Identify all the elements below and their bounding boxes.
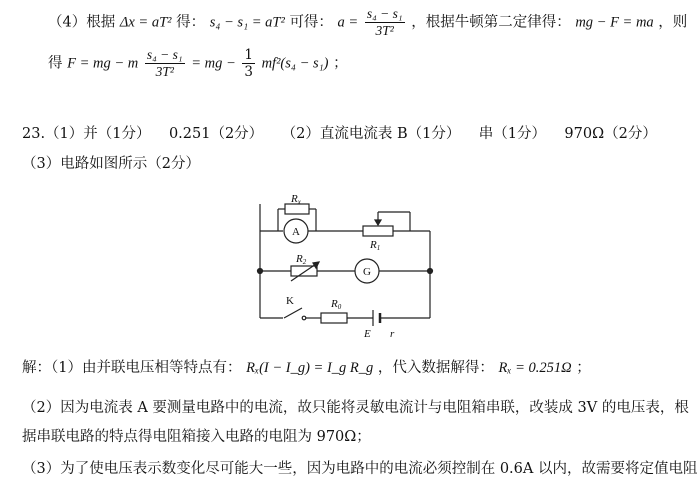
r1-slider-arrow <box>375 220 381 225</box>
label-a: A <box>292 226 300 238</box>
frac-a-den: 3T² <box>375 23 394 38</box>
frac-f-num: s₄ − s₁ <box>146 47 183 62</box>
frac-third-num: 1 <box>244 47 253 63</box>
switch-contact <box>302 316 306 320</box>
eq-delta-x: Δx = aT² <box>119 14 172 31</box>
junction-right <box>428 269 433 274</box>
eq-f-mid: = mg − <box>191 55 236 72</box>
label-k: K <box>286 295 294 307</box>
frac-a-num: s₄ − s₁ <box>366 6 403 21</box>
text-newton: ，根据牛顿第二定律得： <box>411 14 571 31</box>
label-r1: R1 <box>370 239 381 252</box>
solution-line4: （3）为了使电压表示数变化尽可能大一些，因为电路中的电流必须控制在 0.6A 以内，故需要将定值电阻 <box>22 461 697 477</box>
text-kede: 可得： <box>289 14 333 31</box>
label-r: r <box>390 328 395 340</box>
eq-newton: mg − F = ma <box>575 14 654 31</box>
sol1-eq: Rₓ(I − I_g) = I_g R_g <box>246 360 374 376</box>
eq-f-lhs: F = mg − m <box>67 55 139 72</box>
eq-s4-s1: s₄ − s₁ = aT² <box>209 14 285 31</box>
switch-k <box>284 308 302 318</box>
r2-arrow-head <box>313 262 319 268</box>
text-semicolon: ； <box>333 55 348 72</box>
sol1-end: ； <box>576 360 591 376</box>
eq-a-lhs: a = <box>337 14 359 31</box>
label-rx: Rx <box>291 193 301 206</box>
solution-line2: （2）因为电流表 A 要测量电路中的电流，故只能将灵敏电流计与电阻箱串联，改装成 3V 的电压表，根 <box>22 400 689 416</box>
q23-line1: 23.（1）并（1分） 0.251（2分） （2）直流电流表 B（1分） 串（1分） 970Ω（2分） <box>22 126 657 142</box>
sol1-result: Rₓ = 0.251Ω <box>498 360 572 376</box>
resistor-r1 <box>363 226 393 236</box>
q23-line2: （3）电路如图所示（2分） <box>22 156 200 172</box>
solution-line1 <box>22 356 591 377</box>
step4-lead: （4）根据 <box>48 14 116 31</box>
resistor-r2 <box>291 266 317 276</box>
sol1-lead: 解：（1）由并联电压相等特点有： <box>22 360 242 376</box>
text-de: 得： <box>176 14 206 31</box>
label-g: G <box>363 266 371 278</box>
eq-f-tail: mf²(s₄ − s₁) <box>261 55 329 72</box>
resistor-r0 <box>321 313 347 323</box>
label-r0: R0 <box>331 298 342 311</box>
text-de2: 得 <box>48 55 63 72</box>
label-e: E <box>364 328 371 340</box>
text-ze: ，则 <box>658 14 688 31</box>
label-r2: R2 <box>296 253 307 266</box>
sol1-mid: ，代入数据解得： <box>377 360 494 376</box>
solution-line3: 据串联电路的特点得电阻箱接入电路的电阻为 970Ω； <box>22 429 371 445</box>
frac-f-den: 3T² <box>155 64 174 79</box>
frac-third-den: 3 <box>244 64 253 80</box>
junction-left <box>258 269 263 274</box>
